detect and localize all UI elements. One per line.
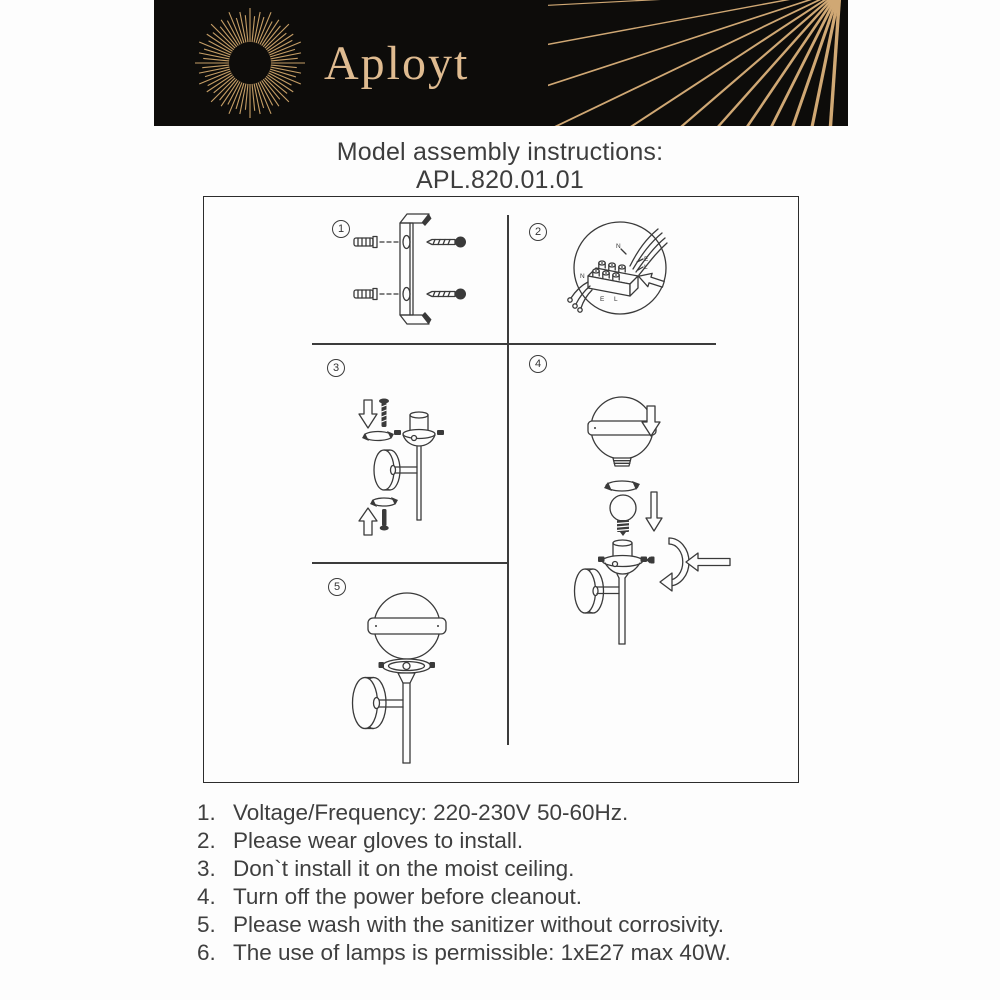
step-2-badge: 2	[529, 223, 547, 241]
lamp-body-icon	[598, 540, 647, 644]
collar-ring-icon	[379, 659, 436, 673]
wall-plate-icon	[353, 678, 387, 729]
light-bulb-icon	[610, 495, 636, 536]
list-item	[197, 827, 731, 855]
list-item	[197, 799, 731, 827]
item-number: 4.	[197, 884, 216, 909]
screw-icon	[427, 237, 466, 248]
horizontal-divider-2	[312, 562, 507, 564]
list-item	[197, 939, 731, 967]
item-number: 5.	[197, 912, 216, 937]
screw-icon	[379, 399, 389, 428]
item-text: Voltage/Frequency: 220-230V 50-60Hz.	[233, 800, 629, 825]
ray-fan-decoration-icon	[548, 0, 848, 126]
mounting-bracket-icon	[400, 214, 432, 324]
item-number: 2.	[197, 828, 216, 853]
wall-anchor-icon	[354, 289, 398, 300]
step-5-badge: 5	[328, 578, 346, 596]
step-1-bracket-diagram	[330, 210, 490, 335]
model-number: APL.820.01.01	[415, 166, 585, 194]
item-text: Please wash with the sanitizer without corrosivity.	[233, 912, 725, 937]
up-arrow-icon	[359, 508, 377, 535]
step-3-badge: 3	[327, 359, 345, 377]
small-screw-icon	[646, 557, 655, 564]
vertical-divider	[507, 215, 509, 745]
item-text: Turn off the power before cleanout.	[233, 884, 582, 909]
item-number: 1.	[197, 800, 216, 825]
instructions-list	[197, 799, 731, 967]
list-item	[197, 911, 731, 939]
item-number: 3.	[197, 856, 216, 881]
left-arrow-icon	[686, 553, 730, 571]
page-title: Model assembly instructions:	[336, 138, 664, 166]
globe-icon	[368, 593, 446, 659]
rotate-vertical-arrow-icon	[660, 538, 689, 591]
item-text: Don`t install it on the moist ceiling.	[233, 856, 575, 881]
wire-label-l: L	[644, 264, 648, 271]
incoming-wires-icon	[630, 229, 667, 275]
wire-label-n: N	[616, 243, 621, 250]
down-arrow-icon	[646, 492, 662, 531]
step-3-fixing-diagram	[338, 388, 453, 543]
screw-icon	[427, 289, 466, 300]
rotate-icon	[604, 481, 640, 491]
wall-anchor-icon	[354, 237, 398, 248]
down-arrow-icon	[359, 400, 377, 428]
horizontal-divider-1	[312, 343, 716, 345]
globe-icon	[588, 397, 656, 466]
list-item	[197, 855, 731, 883]
item-number: 6.	[197, 940, 216, 965]
item-text: Please wear gloves to install.	[233, 828, 524, 853]
list-item	[197, 883, 731, 911]
brand-banner	[154, 0, 848, 126]
step-2-wiring-diagram	[558, 214, 688, 324]
rotate-icon	[362, 431, 394, 441]
brand-wordmark: Aployt	[324, 36, 470, 90]
wire-label-e2: E	[600, 296, 605, 303]
wire-label-n2: N	[580, 273, 585, 280]
rotate-icon	[370, 497, 398, 507]
wire-label-e: E	[644, 256, 649, 263]
step-4-badge: 4	[529, 355, 547, 373]
item-text: The use of lamps is permissible: 1xE27 max 40W.	[233, 940, 731, 965]
step-5-assembled-lamp-diagram	[345, 590, 465, 780]
wire-label-l2: L	[614, 296, 618, 303]
step-1-badge: 1	[332, 220, 350, 238]
starburst-logo-icon	[192, 5, 308, 121]
wall-plate-icon	[575, 569, 620, 613]
screw-icon	[380, 509, 389, 531]
step-4-bulb-globe-diagram	[568, 392, 740, 654]
lamp-stem-icon	[374, 673, 415, 763]
lamp-body-icon	[394, 412, 444, 520]
wall-plate-icon	[374, 450, 400, 490]
